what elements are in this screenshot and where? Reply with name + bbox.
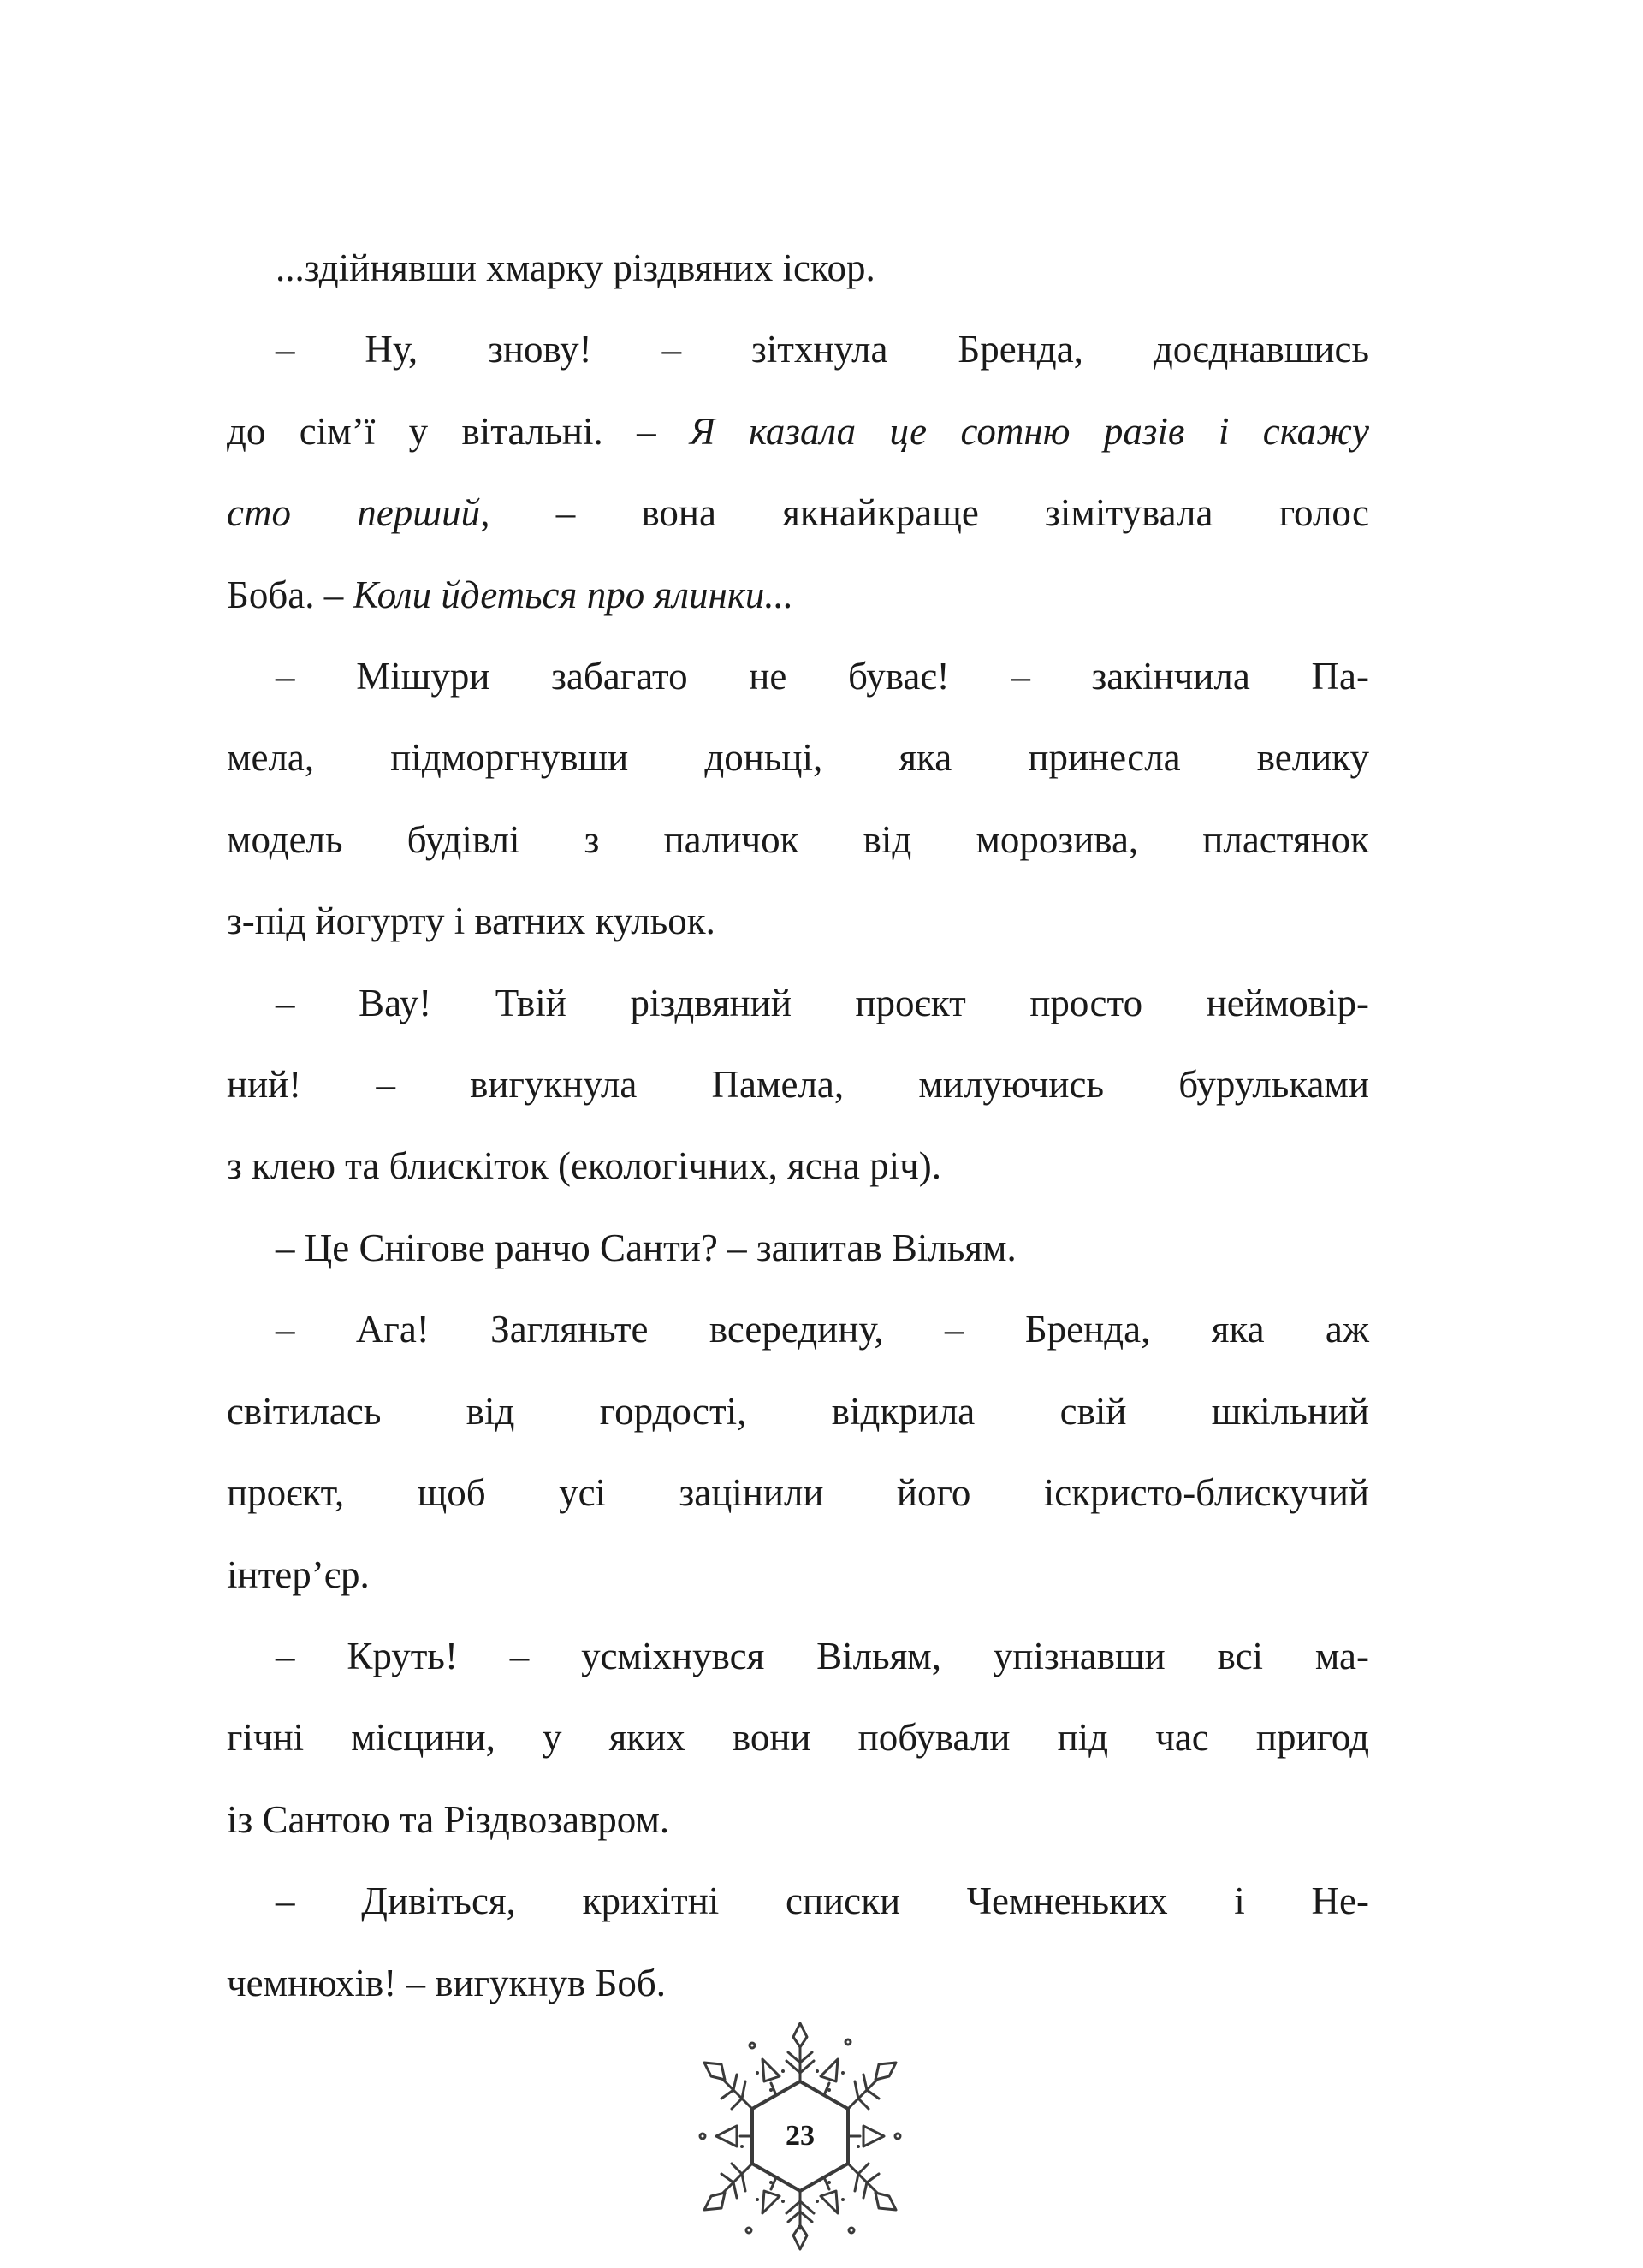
text-line xyxy=(227,1044,1369,1125)
text-segment: мела, підморгнувши доньці, яка принесла велику xyxy=(227,736,1369,780)
text-line xyxy=(227,1289,1369,1370)
text-line xyxy=(227,799,1369,881)
text-line xyxy=(227,1861,1369,1942)
text-line xyxy=(227,1697,1369,1778)
text-line xyxy=(227,1616,1369,1697)
text-segment: з-під йогурту і ватних кульок. xyxy=(227,899,715,943)
text-segment: – Дивіться, крихітні списки Чемненьких і Не- xyxy=(276,1879,1369,1923)
text-segment: із Сантою та Різдвозавром. xyxy=(227,1797,670,1841)
text-segment: , – вона якнайкраще зімітувала голос xyxy=(480,491,1369,535)
text-line xyxy=(227,1779,1369,1861)
text-segment: до сім’ї у вітальні. – xyxy=(227,409,691,453)
text-segment: – Вау! Твій різдвяний проєкт просто неймовір- xyxy=(276,981,1369,1024)
italic-text-segment: Коли йдеться про ялинки... xyxy=(353,573,794,616)
text-line xyxy=(227,1371,1369,1452)
text-segment: – Мішури забагато не буває! – закінчила Па- xyxy=(276,655,1369,698)
text-line xyxy=(227,636,1369,717)
text-segment: ...здійнявши хмарку різдвяних іскор. xyxy=(276,246,875,289)
text-line xyxy=(227,1208,1369,1289)
text-segment: – Круть! – усміхнувся Вільям, упізнавши всі ма- xyxy=(276,1634,1369,1677)
text-line xyxy=(227,881,1369,962)
text-line xyxy=(227,1943,1369,2024)
text-segment: проєкт, щоб усі зацінили його іскристо-блискучий xyxy=(227,1471,1369,1515)
text-segment: чемнюхів! – вигукнув Боб. xyxy=(227,1961,666,2004)
text-line xyxy=(227,963,1369,1044)
page-number-ornament xyxy=(697,2020,903,2253)
text-segment: – Ну, знову! – зітхнула Бренда, доєднавшись xyxy=(276,328,1369,371)
text-line xyxy=(227,228,1369,309)
italic-text-segment: Я казала це сотню разів і скажу xyxy=(690,409,1370,453)
text-segment: гічні місцини, у яких вони побували під час пригод xyxy=(227,1716,1369,1760)
text-segment: інтер’єр. xyxy=(227,1553,370,1596)
text-line xyxy=(227,472,1369,554)
text-line xyxy=(227,1535,1369,1616)
text-segment: Боба. – xyxy=(227,573,353,616)
text-segment: світилась від гордості, відкрила свій шкільний xyxy=(227,1389,1369,1433)
italic-text-segment: сто перший xyxy=(227,491,481,535)
text-segment: – Ага! Загляньте всередину, – Бренда, яка аж xyxy=(276,1308,1369,1351)
text-segment: з клею та блискіток (екологічних, ясна річ). xyxy=(227,1144,941,1188)
text-line xyxy=(227,391,1369,472)
text-line xyxy=(227,309,1369,390)
text-segment: – Це Снігове ранчо Санти? – запитав Вільям. xyxy=(276,1226,1017,1269)
text-segment: ний! – вигукнула Памела, милуючись бурульками xyxy=(227,1063,1369,1107)
text-line xyxy=(227,1452,1369,1534)
text-line xyxy=(227,717,1369,799)
page-number: 23 xyxy=(786,2120,815,2152)
body-text xyxy=(227,228,1369,2024)
text-segment: модель будівлі з паличок від морозива, пластянок xyxy=(227,817,1369,861)
text-line xyxy=(227,1125,1369,1207)
text-line xyxy=(227,555,1369,636)
